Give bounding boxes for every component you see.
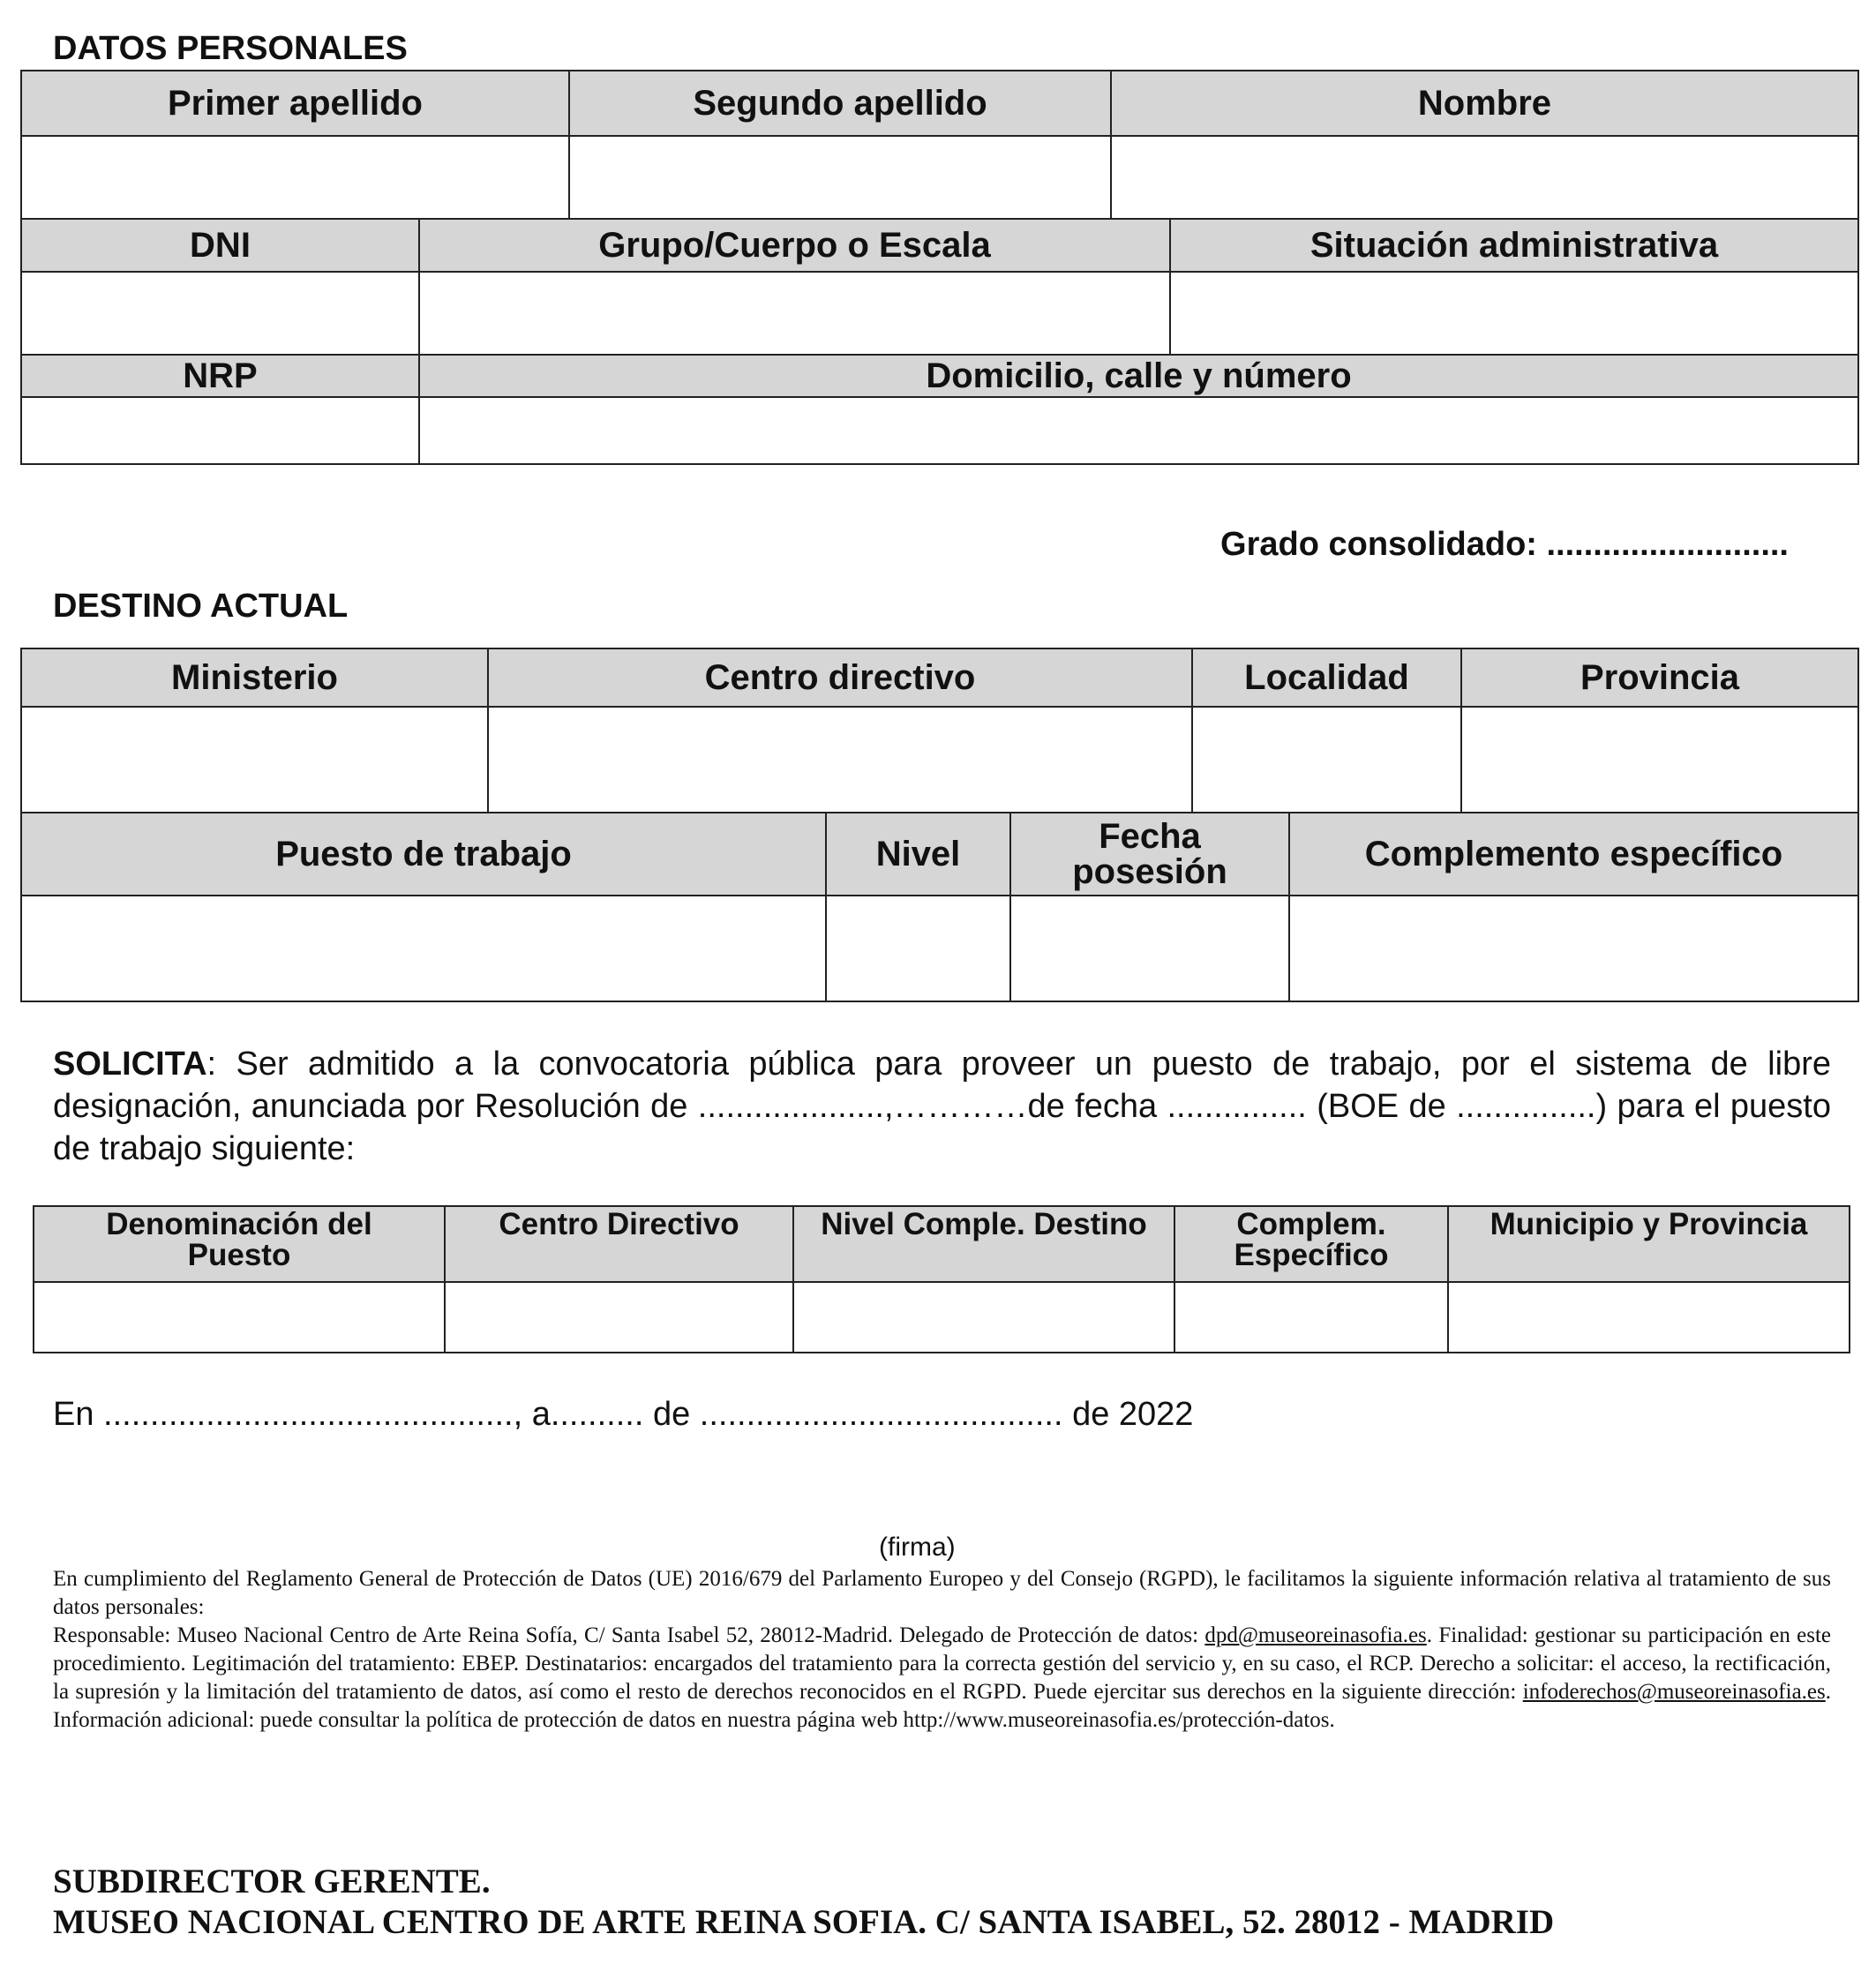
solicita-paragraph	[53, 1043, 1831, 1170]
grado-consolidado: Grado consolidado: ..........................	[1220, 526, 1789, 563]
header-nrp: NRP	[21, 355, 419, 397]
field-primer-apellido[interactable]	[21, 136, 569, 219]
field-centro-directivo-2[interactable]	[445, 1282, 793, 1353]
solicita-label: SOLICITA	[53, 1046, 207, 1083]
firma-label: (firma)	[879, 1533, 956, 1562]
header-complem-line1: Complem.	[1236, 1207, 1386, 1241]
header-centro-directivo-2: Centro Directivo	[445, 1206, 793, 1282]
email-link-infoderechos[interactable]: infoderechos@museoreinasofia.es	[1522, 1680, 1826, 1704]
personal-data-table-row2	[20, 218, 1859, 356]
header-complem-line2: Específico	[1234, 1238, 1389, 1272]
personal-data-table-row3	[20, 354, 1859, 465]
email-link-dpd[interactable]: dpd@museoreinasofia.es	[1204, 1623, 1427, 1647]
field-localidad[interactable]	[1192, 707, 1461, 813]
field-complem-especifico[interactable]	[1174, 1282, 1448, 1353]
header-domicilio: Domicilio, calle y número	[419, 355, 1858, 397]
solicita-text: : Ser admitido a la convocatoria pública para proveer un puesto de trabajo, por el sistema de libre designación, anunciada por Resolución de ....................,…………de fecha ............... (BOE de ...............) para el puesto de trabajo siguiente:	[53, 1046, 1831, 1167]
personal-data-table-row1	[20, 70, 1859, 220]
destino-table-row1	[20, 648, 1859, 813]
header-fecha-line1: Fecha	[1099, 817, 1201, 856]
header-nivel: Nivel	[826, 813, 1010, 896]
legal-p2-part-b: . Finalidad: gestionar su participación en este procedimiento. Legitimación del tratamiento: EBEP. Destinatarios: encargados del tratamiento para la correcta gestión del servicio y, en su caso, el RCP. Derecho a solicitar: el acceso, la rectificación, la supresión y la limitación del tratamiento de datos, así como el resto de derechos reconocidos en el RGPD. Puede ejercitar sus derechos en la siguiente dirección:	[53, 1623, 1832, 1704]
header-complemento-especifico: Complemento específico	[1289, 813, 1858, 896]
field-nombre[interactable]	[1111, 136, 1858, 219]
header-denominacion-line1: Denominación del	[106, 1207, 372, 1241]
footer-line-2: MUSEO NACIONAL CENTRO DE ARTE REINA SOFIA. C/ SANTA ISABEL, 52. 28012 - MADRID	[53, 1903, 1555, 1941]
header-puesto-trabajo: Puesto de trabajo	[21, 813, 826, 896]
header-segundo-apellido: Segundo apellido	[569, 71, 1111, 136]
destino-table-row2	[20, 812, 1859, 1002]
header-fecha-line2: posesión	[1072, 852, 1227, 891]
legal-paragraph-2	[53, 1622, 1831, 1735]
header-grupo: Grupo/Cuerpo o Escala	[419, 219, 1170, 272]
legal-notice	[53, 1565, 1831, 1735]
header-complem-especifico	[1174, 1206, 1448, 1282]
field-provincia[interactable]	[1461, 707, 1858, 813]
header-provincia: Provincia	[1461, 648, 1858, 707]
footer-line-1: SUBDIRECTOR GERENTE.	[53, 1863, 491, 1900]
field-situacion[interactable]	[1170, 272, 1858, 355]
legal-p2-part-c: . Información adicional: puede consultar la política de protección de datos en nuestra página web http://www.museoreinasofia.es/protección-datos.	[53, 1680, 1831, 1732]
field-fecha-posesion[interactable]	[1010, 896, 1289, 1001]
header-nombre: Nombre	[1111, 71, 1858, 136]
fecha-line: En ............................................, a.......... de ....................................... de 2022	[53, 1396, 1194, 1433]
field-nivel[interactable]	[826, 896, 1010, 1001]
field-segundo-apellido[interactable]	[569, 136, 1111, 219]
field-denominacion-puesto[interactable]	[34, 1282, 445, 1353]
header-nivel-comple-destino: Nivel Comple. Destino	[793, 1206, 1174, 1282]
header-dni: DNI	[21, 219, 419, 272]
field-ministerio[interactable]	[21, 707, 488, 813]
field-municipio-provincia[interactable]	[1448, 1282, 1850, 1353]
header-localidad: Localidad	[1192, 648, 1461, 707]
header-fecha-posesion	[1010, 813, 1289, 896]
legal-paragraph-1: En cumplimiento del Reglamento General de Protección de Datos (UE) 2016/679 del Parlamento Europeo y del Consejo (RGPD), le facilitamos la siguiente información relativa al tratamiento de sus datos personales:	[53, 1567, 1831, 1619]
field-nrp[interactable]	[21, 397, 419, 464]
legal-p2-part-a: Responsable: Museo Nacional Centro de Arte Reina Sofía, C/ Santa Isabel 52, 28012-Madrid. Delegado de Protección de datos:	[53, 1623, 1205, 1647]
field-centro-directivo[interactable]	[488, 707, 1192, 813]
field-grupo[interactable]	[419, 272, 1170, 355]
header-ministerio: Ministerio	[21, 648, 488, 707]
header-primer-apellido: Primer apellido	[21, 71, 569, 136]
header-centro-directivo: Centro directivo	[488, 648, 1192, 707]
puesto-solicitado-table	[33, 1205, 1850, 1353]
header-municipio-provincia: Municipio y Provincia	[1448, 1206, 1850, 1282]
section-title-personal: DATOS PERSONALES	[53, 30, 408, 67]
header-denominacion-line2: Puesto	[187, 1238, 291, 1272]
field-nivel-comple-destino[interactable]	[793, 1282, 1174, 1353]
header-situacion: Situación administrativa	[1170, 219, 1858, 272]
field-puesto-trabajo[interactable]	[21, 896, 826, 1001]
field-domicilio[interactable]	[419, 397, 1858, 464]
section-title-destino: DESTINO ACTUAL	[53, 588, 349, 625]
field-complemento-especifico[interactable]	[1289, 896, 1858, 1001]
header-denominacion-puesto	[34, 1206, 445, 1282]
field-dni[interactable]	[21, 272, 419, 355]
